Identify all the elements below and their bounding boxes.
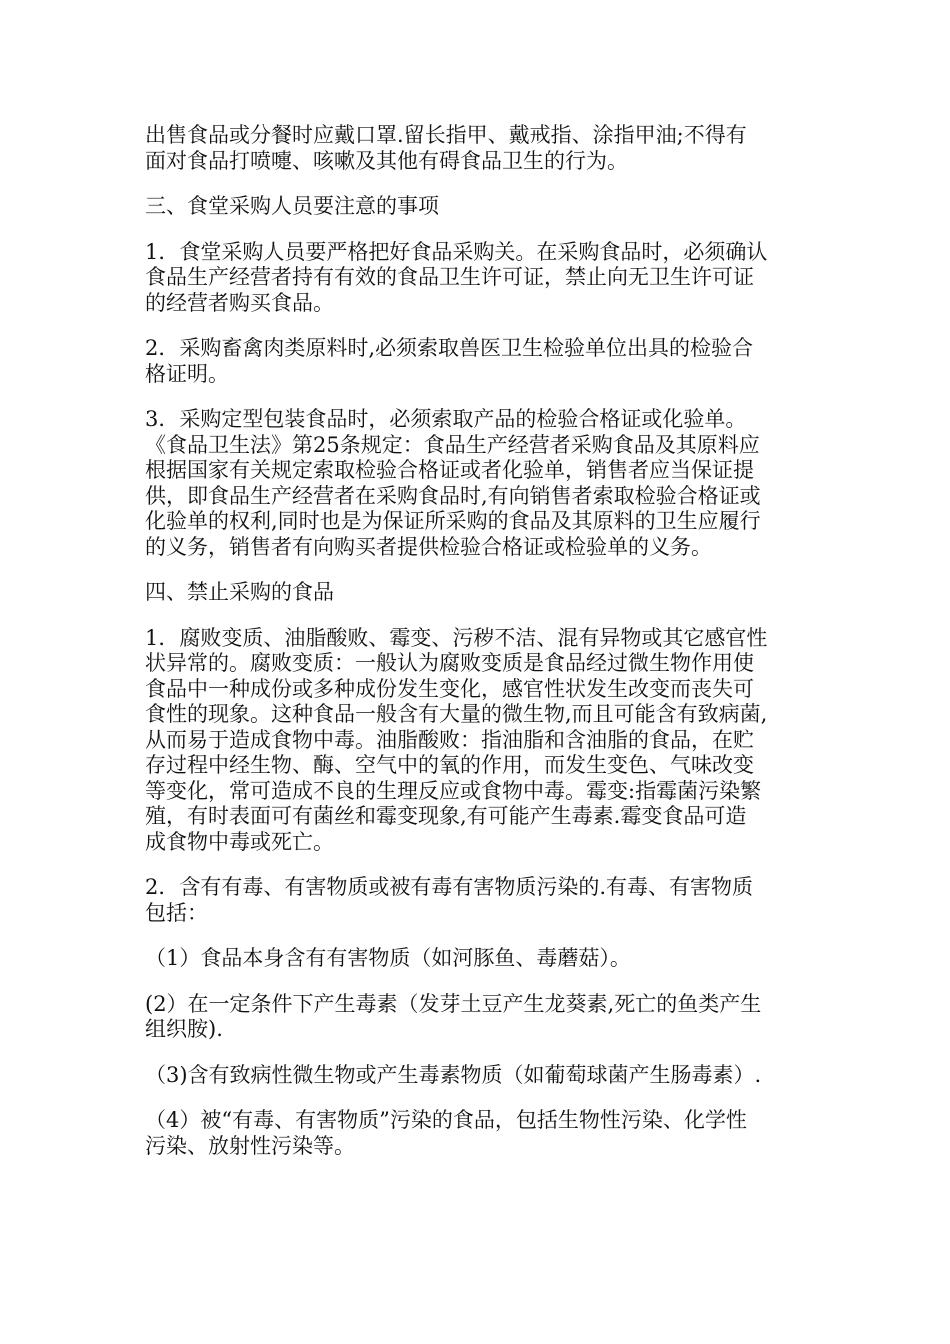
paragraph-spoiled-food: 1．腐败变质、油脂酸败、霉变、污秽不洁、混有异物或其它感官性 状异常的。腐败变质：一般认为腐败变质是食品经过微生物作用使 食品中一种成份或多种成份发生变化，感官性状发生改变而丧失可 食性的现象。这种食品一般含有大量的微生物,而且可能含有致病菌, 从而易于造成食物中毒。油脂酸败：指油脂和含油脂的食品，在贮 存过程中经生物、酶、空气中的氧的作用，而发生变色、气味改变 等变化，常可造成不良的生理反应或食物中毒。霉变:指霉菌污染繁 殖，有时表面可有菌丝和霉变现象,有可能产生毒素.霉变食品可造 成食物中毒或死亡。 <box>145 625 768 854</box>
paragraph-hygiene-behaviors: 出售食品或分餐时应戴口罩.留长指甲、戴戒指、涂指甲油;不得有 面对食品打喷嚏、咳嗽及其他有碍食品卫生的行为。 <box>145 123 747 173</box>
paragraph-purchase-permit: 1．食堂采购人员要严格把好食品采购关。在采购食品时，必须确认 食品生产经营者持有有效的食品卫生许可证，禁止向无卫生许可证 的经营者购买食品。 <box>145 239 768 315</box>
list-item-contaminated-food: （4）被“有毒、有害物质”污染的食品，包括生物性污染、化学性 污染、放射性污染等。 <box>145 1108 747 1158</box>
section-heading-purchasing-staff: 三、食堂采购人员要注意的事项 <box>145 194 439 218</box>
paragraph-toxic-substances: 2．含有有毒、有害物质或被有毒有害物质污染的.有毒、有害物质 包括： <box>145 875 754 925</box>
section-heading-prohibited-foods: 四、禁止采购的食品 <box>145 580 334 604</box>
list-item-conditional-toxins: (2）在一定条件下产生毒素（发芽土豆产生龙葵素,死亡的鱼类产生 组织胺). <box>145 991 762 1041</box>
list-item-pathogens: （3)含有致病性微生物或产生毒素物质（如葡萄球菌产生肠毒素）. <box>145 1062 762 1087</box>
document-body <box>145 123 817 1179</box>
paragraph-packaged-food: 3．采购定型包装食品时，必须索取产品的检验合格证或化验单。 《食品卫生法》第25条规定：食品生产经营者采购食品及其原料应 根据国家有关规定索取检验合格证或者化验单，销售者应当保证提 供，即食品生产经营者在采购食品时,有向销售者索取检验合格证或 化验单的权利,同时也是为保证所采购的食品及其原料的卫生应履行 的义务，销售者有向购买者提供检验合格证或检验单的义务。 <box>145 407 761 559</box>
paragraph-meat-certificate: 2．采购畜禽肉类原料时,必须索取兽医卫生检验单位出具的检验合 格证明。 <box>145 336 754 386</box>
list-item-natural-toxins: （1）食品本身含有有害物质（如河豚鱼、毒蘑菇）。 <box>145 946 631 970</box>
